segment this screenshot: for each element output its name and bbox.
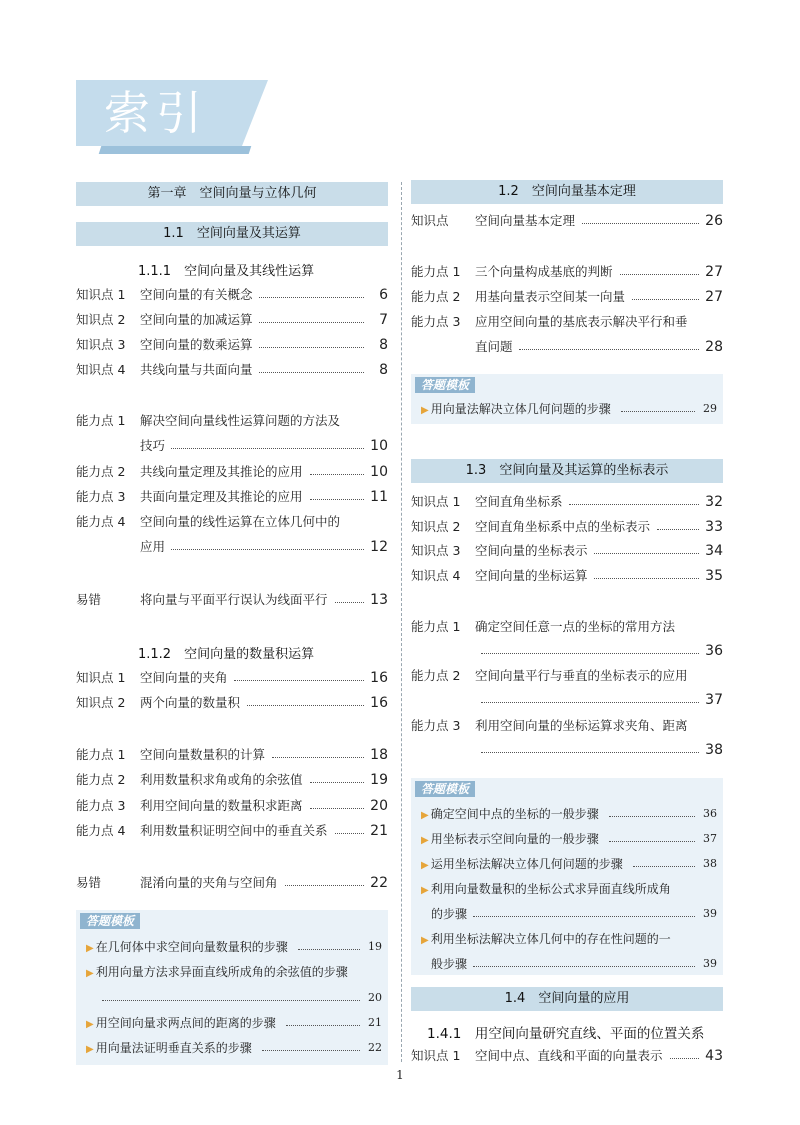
entry-page: 27 [705,289,723,305]
entry-page: 10 [370,464,388,480]
entry-page: 27 [705,264,723,280]
template-text: 的步骤 [431,907,468,921]
index-entry [76,770,388,790]
template-entry [86,988,382,1008]
template-page: 19 [368,940,382,953]
answer-template-badge: 答题模板 [415,781,475,797]
entry-page: 38 [705,742,723,758]
entry-label: 易错 [76,875,102,890]
dot-leader [286,1013,360,1026]
entry-label: 能力点 3 [76,489,126,504]
entry-text: 三个向量构成基底的判断 [475,264,613,279]
dot-leader [633,854,695,867]
entry-text: 应用 [140,539,166,554]
index-entry [411,566,723,586]
entry-text: 应用空间向量的基底表示解决平行和垂 [475,314,688,329]
entry-text: 确定空间任意一点的坐标的常用方法 [475,619,676,634]
dot-leader [102,988,360,1001]
index-entry [411,337,723,357]
index-entry [76,537,388,557]
entry-page: 7 [379,312,388,328]
template-page: 20 [368,991,382,1004]
entry-page: 28 [705,339,723,355]
entry-page: 16 [370,670,388,686]
entry-label: 知识点 4 [76,362,126,377]
entry-page: 36 [705,643,723,659]
dot-leader [473,904,695,917]
entry-text: 空间向量基本定理 [475,213,576,228]
entry-label: 知识点 2 [411,519,461,534]
dot-leader [609,829,695,842]
triangle-bullet-icon: ▶ [421,885,429,896]
page-title: 索引 [104,86,208,140]
dot-leader [310,770,364,783]
entry-label: 知识点 [411,213,449,228]
template-entry [86,1013,382,1033]
index-entry [76,462,388,482]
index-entry [411,517,723,537]
triangle-bullet-icon: ▶ [86,943,94,954]
dot-leader [259,285,364,298]
index-entry [76,873,388,893]
template-page: 39 [703,907,717,920]
template-entry [86,937,382,957]
index-entry [76,487,388,507]
entry-text: 空间向量的线性运算在立体几何中的 [140,514,341,529]
entry-page: 10 [370,438,388,454]
entry-text: 直问题 [475,339,513,354]
entry-page: 16 [370,695,388,711]
entry-label: 知识点 2 [76,312,126,327]
dot-leader [569,492,699,505]
entry-page: 19 [370,772,388,788]
triangle-bullet-icon: ▶ [421,860,429,871]
entry-text: 混淆向量的夹角与空间角 [140,875,278,890]
index-entry [411,666,723,686]
dot-leader [620,262,699,275]
entry-text: 空间直角坐标系 [475,494,563,509]
entry-text: 技巧 [140,438,166,453]
template-entry [421,829,717,849]
template-entry [421,804,717,824]
dot-leader [310,796,364,809]
template-text: 利用向量方法求异面直线所成角的余弦值的步骤 [95,965,348,979]
column-divider [401,182,402,1062]
entry-page: 43 [705,1048,723,1064]
index-entry [411,1046,723,1066]
entry-page: 33 [705,519,723,535]
entry-label: 易错 [76,592,102,607]
entry-text: 两个向量的数量积 [140,695,241,710]
template-text: 用坐标表示空间向量的一般步骤 [430,832,599,846]
index-entry [76,745,388,765]
index-entry [411,617,723,637]
template-entry [421,399,717,419]
index-entry [411,492,723,512]
entry-text: 利用数量积证明空间中的垂直关系 [140,823,328,838]
subsection-heading-1-4-1: 1.4.1 用空间向量研究直线、平面的位置关系 [427,1026,705,1042]
subsection-heading-1-1-2: 1.1.2 空间向量的数量积运算 [138,647,315,662]
entry-page: 22 [370,875,388,891]
entry-page: 18 [370,747,388,763]
index-entry [76,310,388,330]
entry-label: 能力点 2 [411,289,461,304]
index-entry [76,796,388,816]
answer-template-badge: 答题模板 [80,913,140,929]
template-text: 用向量法解决立体几何问题的步骤 [430,402,611,416]
entry-page: 34 [705,543,723,559]
section-heading-1-4: 1.4 空间向量的应用 [411,987,723,1011]
index-entry [76,436,388,456]
chapter-heading: 第一章 空间向量与立体几何 [76,182,388,206]
dot-leader [335,590,364,603]
entry-label: 能力点 3 [76,798,126,813]
entry-text: 共线向量定理及其推论的应用 [140,464,303,479]
template-entry [421,929,717,949]
entry-page: 11 [370,489,388,505]
dot-leader [310,487,364,500]
index-entry [411,690,723,710]
entry-text: 空间直角坐标系中点的坐标表示 [475,519,651,534]
template-text: 利用向量数量积的坐标公式求异面直线所成角 [430,882,671,896]
triangle-bullet-icon: ▶ [86,1019,94,1030]
entry-page: 8 [379,362,388,378]
index-entry [76,668,388,688]
entry-page: 8 [379,337,388,353]
index-entry [411,262,723,282]
index-entry [76,512,388,532]
index-entry [76,335,388,355]
template-page: 37 [703,832,717,845]
triangle-bullet-icon: ▶ [421,935,429,946]
page-number: 1 [396,1068,404,1082]
template-text: 在几何体中求空间向量数量积的步骤 [95,940,288,954]
index-entry [76,590,388,610]
entry-text: 空间向量的坐标表示 [475,543,588,558]
dot-leader [594,541,699,554]
index-entry [76,411,388,431]
entry-text: 解决空间向量线性运算问题的方法及 [140,413,341,428]
section-heading-1-1: 1.1 空间向量及其运算 [76,222,388,246]
dot-leader [335,821,364,834]
template-text: 用向量法证明垂直关系的步骤 [95,1041,252,1055]
dot-leader [657,517,699,530]
template-page: 21 [368,1016,382,1029]
entry-label: 知识点 3 [76,337,126,352]
entry-text: 空间中点、直线和平面的向量表示 [475,1048,663,1063]
dot-leader [609,804,695,817]
template-page: 22 [368,1041,382,1054]
index-entry [411,312,723,332]
dot-leader [481,740,699,753]
dot-leader [285,873,364,886]
index-entry [76,821,388,841]
entry-text: 空间向量的加减运算 [140,312,253,327]
entry-page: 13 [370,592,388,608]
entry-text: 利用数量积求角或角的余弦值 [140,772,303,787]
entry-text: 利用空间向量的数量积求距离 [140,798,303,813]
template-entry [421,954,717,974]
entry-label: 能力点 2 [411,668,461,683]
dot-leader [670,1046,699,1059]
entry-label: 知识点 4 [411,568,461,583]
entry-text: 共面向量定理及其推论的应用 [140,489,303,504]
entry-text: 空间向量的夹角 [140,670,228,685]
template-page: 38 [703,857,717,870]
entry-label: 知识点 1 [76,287,126,302]
dot-leader [298,937,360,950]
entry-text: 利用空间向量的坐标运算求夹角、距离 [475,718,688,733]
entry-label: 能力点 1 [76,413,126,428]
entry-page: 12 [370,539,388,555]
entry-text: 空间向量的有关概念 [140,287,253,302]
index-entry [411,641,723,661]
dot-leader [259,360,364,373]
entry-label: 知识点 1 [411,1048,461,1063]
dot-leader [259,310,364,323]
entry-page: 37 [705,692,723,708]
index-entry [76,693,388,713]
dot-leader [594,566,699,579]
entry-page: 35 [705,568,723,584]
template-entry [421,854,717,874]
dot-leader [621,399,695,412]
dot-leader [259,335,364,348]
index-entry [411,716,723,736]
entry-label: 知识点 3 [411,543,461,558]
triangle-bullet-icon: ▶ [86,968,94,979]
entry-label: 能力点 2 [76,464,126,479]
template-text [86,991,96,1005]
triangle-bullet-icon: ▶ [421,835,429,846]
dot-leader [473,954,695,967]
entry-text: 空间向量平行与垂直的坐标表示的应用 [475,668,688,683]
section-heading-1-3: 1.3 空间向量及其运算的坐标表示 [411,459,723,483]
template-text: 用空间向量求两点间的距离的步骤 [95,1016,276,1030]
dot-leader [481,690,699,703]
template-text: 运用坐标法解决立体几何问题的步骤 [430,857,623,871]
entry-label: 能力点 1 [411,264,461,279]
entry-label: 能力点 1 [76,747,126,762]
triangle-bullet-icon: ▶ [421,810,429,821]
entry-text: 空间向量数量积的计算 [140,747,266,762]
entry-label: 能力点 3 [411,718,461,733]
entry-page: 26 [705,213,723,229]
entry-label: 知识点 1 [411,494,461,509]
dot-leader [262,1038,360,1051]
dot-leader [481,641,699,654]
triangle-bullet-icon: ▶ [86,1044,94,1055]
entry-label: 能力点 4 [76,514,126,529]
answer-template-badge: 答题模板 [415,377,475,393]
entry-label: 能力点 2 [76,772,126,787]
dot-leader [632,287,699,300]
index-entry [411,740,723,760]
template-text: 利用坐标法解决立体几何中的存在性问题的一 [430,932,671,946]
dot-leader [171,537,364,550]
dot-leader [582,211,699,224]
template-entry [86,1038,382,1058]
template-entry [86,962,382,982]
dot-leader [310,462,364,475]
entry-label: 能力点 1 [411,619,461,634]
template-page: 39 [703,957,717,970]
template-entry [421,879,717,899]
template-entry [421,904,717,924]
entry-label: 知识点 1 [76,670,126,685]
dot-leader [247,693,364,706]
entry-page: 6 [379,287,388,303]
entry-page: 32 [705,494,723,510]
entry-page: 21 [370,823,388,839]
index-entry [76,285,388,305]
dot-leader [272,745,364,758]
index-entry [411,287,723,307]
template-text: 般步骤 [431,957,468,971]
entry-label: 能力点 3 [411,314,461,329]
dot-leader [234,668,364,681]
template-page: 29 [703,402,717,415]
index-entry [411,211,723,231]
index-entry [76,360,388,380]
dot-leader [171,436,364,449]
dot-leader [519,337,699,350]
template-page: 36 [703,807,717,820]
entry-text: 用基向量表示空间某一向量 [475,289,626,304]
entry-label: 知识点 2 [76,695,126,710]
index-entry [411,541,723,561]
entry-label: 能力点 4 [76,823,126,838]
entry-text: 空间向量的坐标运算 [475,568,588,583]
entry-text: 空间向量的数乘运算 [140,337,253,352]
triangle-bullet-icon: ▶ [421,405,429,416]
section-heading-1-2: 1.2 空间向量基本定理 [411,180,723,204]
subsection-heading-1-1-1: 1.1.1 空间向量及其线性运算 [138,264,315,279]
entry-page: 20 [370,798,388,814]
entry-text: 共线向量与共面向量 [140,362,253,377]
entry-text: 将向量与平面平行误认为线面平行 [140,592,328,607]
title-shadow [99,146,252,154]
template-text: 确定空间中点的坐标的一般步骤 [430,807,599,821]
